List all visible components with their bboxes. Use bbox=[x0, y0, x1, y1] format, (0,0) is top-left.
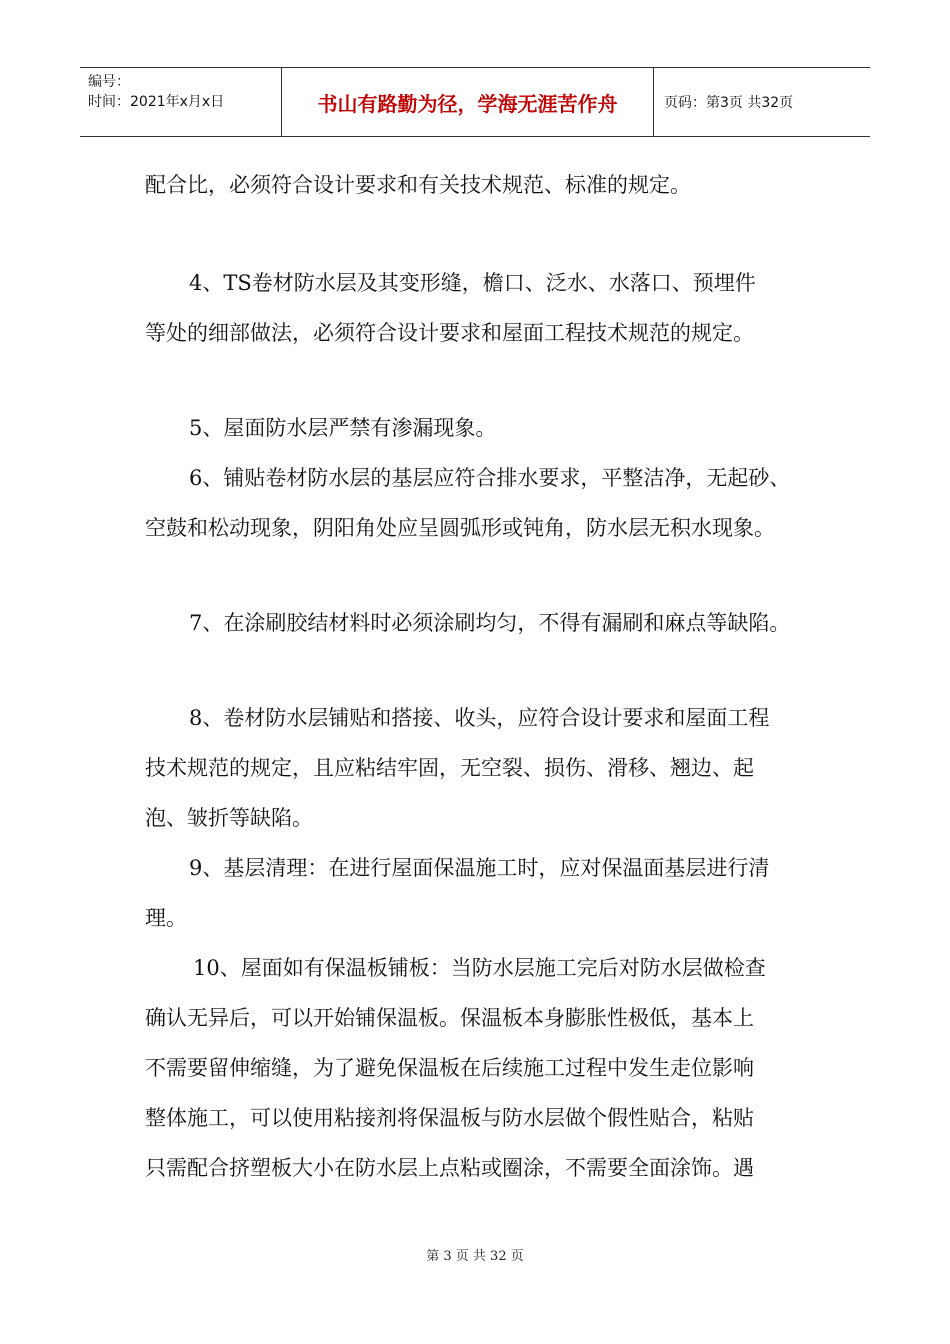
paragraph-10-line: 整体施工，可以使用粘接剂将保温板与防水层做个假性贴合，粘贴 bbox=[145, 1106, 754, 1130]
header-page-cell bbox=[654, 68, 870, 136]
paragraph-8-line: 泡、皱折等缺陷。 bbox=[145, 806, 313, 830]
page-footer bbox=[0, 1245, 950, 1264]
paragraph-10-line: 不需要留伸缩缝，为了避免保温板在后续施工过程中发生走位影响 bbox=[145, 1056, 754, 1080]
paragraph-6-line: 空鼓和松动现象，阴阳角处应呈圆弧形或钝角，防水层无积水现象。 bbox=[145, 516, 775, 540]
paragraph-8-line: 技术规范的规定，且应粘结牢固，无空裂、损伤、滑移、翘边、起 bbox=[145, 756, 754, 780]
paragraph-4-line: 4、TS卷材防水层及其变形缝，檐口、泛水、水落口、预埋件 bbox=[189, 271, 756, 295]
paragraph-10-line: 只需配合挤塑板大小在防水层上点粘或圈涂，不需要全面涂饰。遇 bbox=[145, 1156, 754, 1180]
paragraph-7: 7、在涂刷胶结材料时必须涂刷均匀，不得有漏刷和麻点等缺陷。 bbox=[189, 611, 791, 635]
number-label: 编号： bbox=[88, 74, 130, 90]
paragraph-4-line: 等处的细部做法，必须符合设计要求和屋面工程技术规范的规定。 bbox=[145, 321, 754, 345]
header-meta-cell bbox=[80, 68, 282, 136]
page-info: 页码：第3页 共32页 bbox=[664, 95, 794, 111]
paragraph-6-line: 6、铺贴卷材防水层的基层应符合排水要求，平整洁净，无起砂、 bbox=[189, 466, 791, 490]
paragraph-8-line: 8、卷材防水层铺贴和搭接、收头，应符合设计要求和屋面工程 bbox=[189, 706, 770, 730]
paragraph-9-line: 9、基层清理：在进行屋面保温施工时，应对保温面基层进行清 bbox=[189, 856, 770, 880]
paragraph-10-line: 10、屋面如有保温板铺板：当防水层施工完后对防水层做检查 bbox=[193, 956, 766, 980]
motto-text: 书山有路勤为径，学海无涯苦作舟 bbox=[317, 91, 618, 116]
time-label: 时间：2021年x月x日 bbox=[88, 94, 225, 110]
paragraph-line: 配合比，必须符合设计要求和有关技术规范、标准的规定。 bbox=[145, 173, 691, 197]
header-table bbox=[80, 67, 870, 137]
document-body bbox=[145, 160, 825, 1193]
paragraph-9-line: 理。 bbox=[145, 906, 187, 930]
footer-page-number: 第 3 页 共 32 页 bbox=[426, 1249, 524, 1264]
paragraph-5: 5、屋面防水层严禁有渗漏现象。 bbox=[189, 416, 497, 440]
header-motto-cell bbox=[282, 68, 654, 136]
paragraph-10-line: 确认无异后，可以开始铺保温板。保温板本身膨胀性极低，基本上 bbox=[145, 1006, 754, 1030]
